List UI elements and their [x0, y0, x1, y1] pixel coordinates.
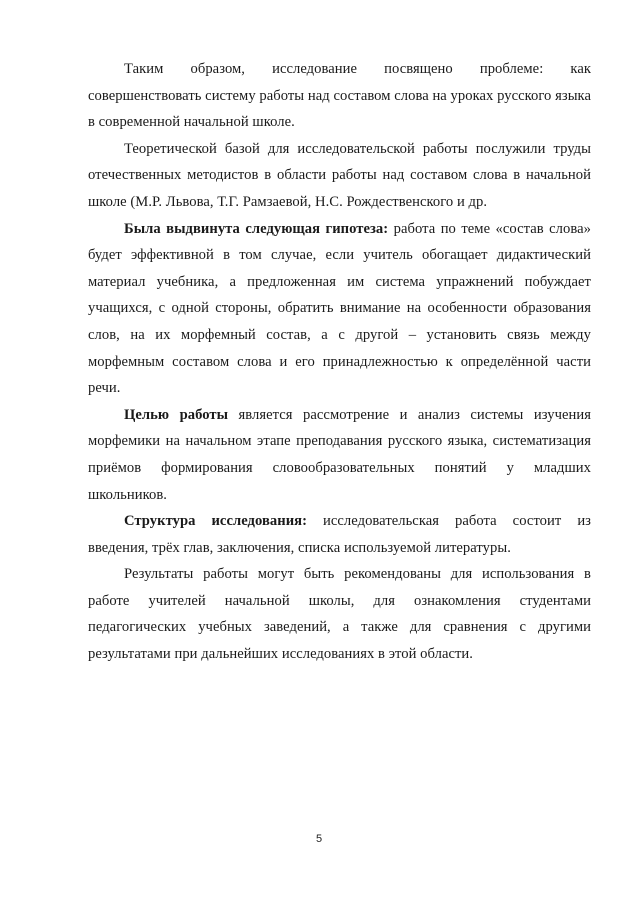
page-number: 5 — [315, 833, 323, 845]
paragraph-lead-bold: Структура исследования: — [124, 513, 308, 530]
paragraph-hypothesis — [88, 216, 591, 402]
paragraph-structure — [88, 508, 591, 561]
paragraph-results — [88, 561, 591, 667]
paragraph-lead-bold: Целью работы — [124, 406, 229, 423]
paragraph-text: Теоретической базой для исследовательской работы послужили труды отечественных методистов в области работы над составом слова в начальной школе (М.Р. Львова, Т.Г. Рамзаевой, Н.С. Рождественского и др. — [88, 140, 591, 210]
paragraph-text: Результаты работы могут быть рекомендованы для использования в работе учителей начальной школы, для ознакомления студентами педагогических учебных заведений, а также для сравнения с другими результатами при дальнейших исследованиях в этой области. — [88, 566, 591, 663]
paragraph-text: исследовательская работа состоит из введения, трёх глав, заключения, списка используемой литературы. — [88, 513, 591, 556]
paragraph-theoretical-basis — [88, 136, 591, 216]
body-text — [88, 56, 591, 668]
paragraph-text: Таким образом, исследование посвящено проблеме: как совершенствовать систему работы над составом слова на уроках русского языка в современной начальной школе. — [88, 61, 591, 131]
paragraph-research-problem — [88, 56, 591, 136]
paragraph-text: является рассмотрение и анализ системы изучения морфемики на начальном этапе преподавания русского языка, систематизация приёмов формирования словообразовательных понятий у младших школьников. — [88, 406, 591, 503]
paragraph-text: работа по теме «состав слова» будет эффективной в том случае, если учитель обогащает дидактический материал учебника, а предложенная им система упражнений побуждает учащихся, с одной стороны, обратить внимание на особенности образования слов, на их морфемный состав, а с другой – установить связь между морфемным составом слова и его принадлежностью к определённой части речи. — [88, 220, 591, 397]
paragraph-lead-bold: Была выдвинута следующая гипотеза: — [124, 220, 389, 237]
paragraph-goal — [88, 402, 591, 508]
